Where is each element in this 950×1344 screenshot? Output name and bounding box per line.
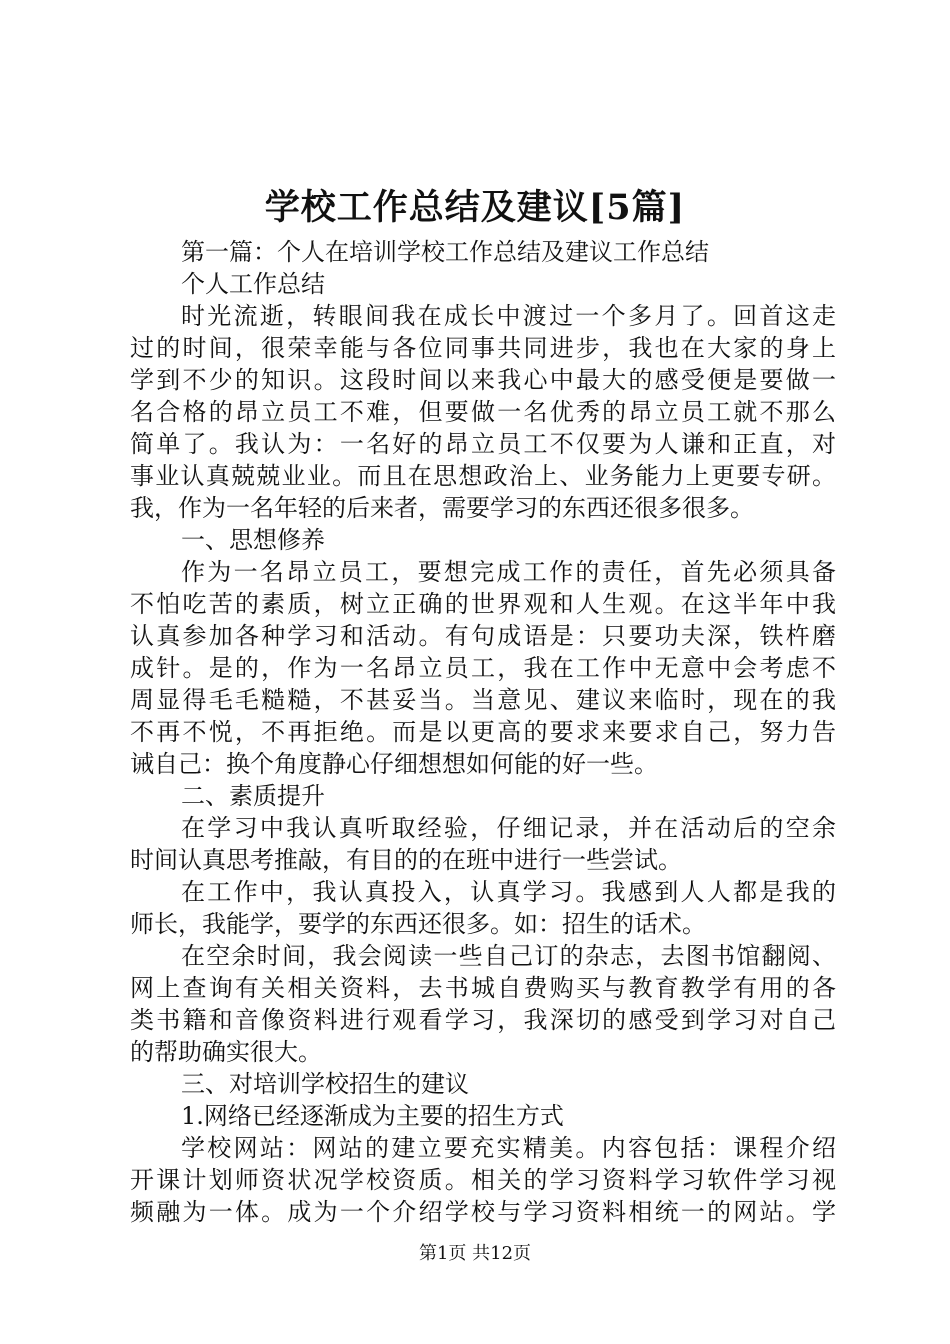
text-line: 的帮助确实很大。 — [130, 1038, 322, 1066]
text-line: 我，作为一名年轻的后来者，需要学习的东西还很多很多。 — [130, 494, 754, 522]
text-line: 认真参加各种学习和活动。有句成语是：只要功夫深，铁杵磨 — [130, 622, 836, 650]
text-line: 开课计划师资状况学校资质。相关的学习资料学习软件学习视 — [130, 1166, 836, 1194]
text-line: 周显得毛毛糙糙，不甚妥当。当意见、建议来临时，现在的我 — [130, 686, 836, 714]
text-line: 一、思想修养 — [181, 526, 325, 554]
text-line: 个人工作总结 — [181, 270, 325, 298]
document-body — [130, 236, 836, 1228]
text-line: 网上查询有关相关资料，去书城自费购买与教育教学有用的各 — [130, 974, 836, 1002]
text-line: 不怕吃苦的素质，树立正确的世界观和人生观。在这半年中我 — [130, 590, 836, 618]
text-line: 类书籍和音像资料进行观看学习，我深切的感受到学习对自己 — [130, 1006, 836, 1034]
text-line: 名合格的昂立员工不难，但要做一名优秀的昂立员工就不那么 — [130, 398, 836, 426]
text-line: 在学习中我认真听取经验，仔细记录，并在活动后的空余 — [181, 814, 836, 842]
text-line: 不再不悦，不再拒绝。而是以更高的要求来要求自己，努力告 — [130, 718, 836, 746]
text-line: 频融为一体。成为一个介绍学校与学习资料相统一的网站。学 — [130, 1198, 836, 1226]
text-line: 成针。是的，作为一名昂立员工，我在工作中无意中会考虑不 — [130, 654, 836, 682]
document-title: 学校工作总结及建议[5篇] — [264, 187, 686, 228]
text-line: 时光流逝，转眼间我在成长中渡过一个多月了。回首这走 — [181, 302, 836, 330]
text-line: 师长，我能学，要学的东西还很多。如：招生的话术。 — [130, 910, 706, 938]
page-footer: 第1页 共12页 — [418, 1243, 532, 1264]
text-line: 过的时间，很荣幸能与各位同事共同进步，我也在大家的身上 — [130, 334, 836, 362]
text-line: 学校网站：网站的建立要充实精美。内容包括：课程介绍 — [181, 1134, 836, 1162]
text-line: 在空余时间，我会阅读一些自己订的杂志，去图书馆翻阅、 — [181, 942, 836, 970]
text-line: 1.网络已经逐渐成为主要的招生方式 — [181, 1102, 564, 1130]
text-line: 在工作中，我认真投入，认真学习。我感到人人都是我的 — [181, 878, 836, 906]
text-line: 时间认真思考推敲，有目的的在班中进行一些尝试。 — [130, 846, 682, 874]
text-line: 诫自己：换个角度静心仔细想想如何能的好一些。 — [130, 750, 658, 778]
text-line: 作为一名昂立员工，要想完成工作的责任，首先必须具备 — [181, 558, 836, 586]
text-line: 三、对培训学校招生的建议 — [181, 1070, 469, 1098]
text-line: 学到不少的知识。这段时间以来我心中最大的感受便是要做一 — [130, 366, 836, 394]
text-line: 事业认真兢兢业业。而且在思想政治上、业务能力上更要专研。 — [130, 462, 836, 490]
text-line: 第一篇：个人在培训学校工作总结及建议工作总结 — [181, 238, 709, 266]
text-line: 简单了。我认为：一名好的昂立员工不仅要为人谦和正直，对 — [130, 430, 836, 458]
text-line: 二、素质提升 — [181, 782, 325, 810]
